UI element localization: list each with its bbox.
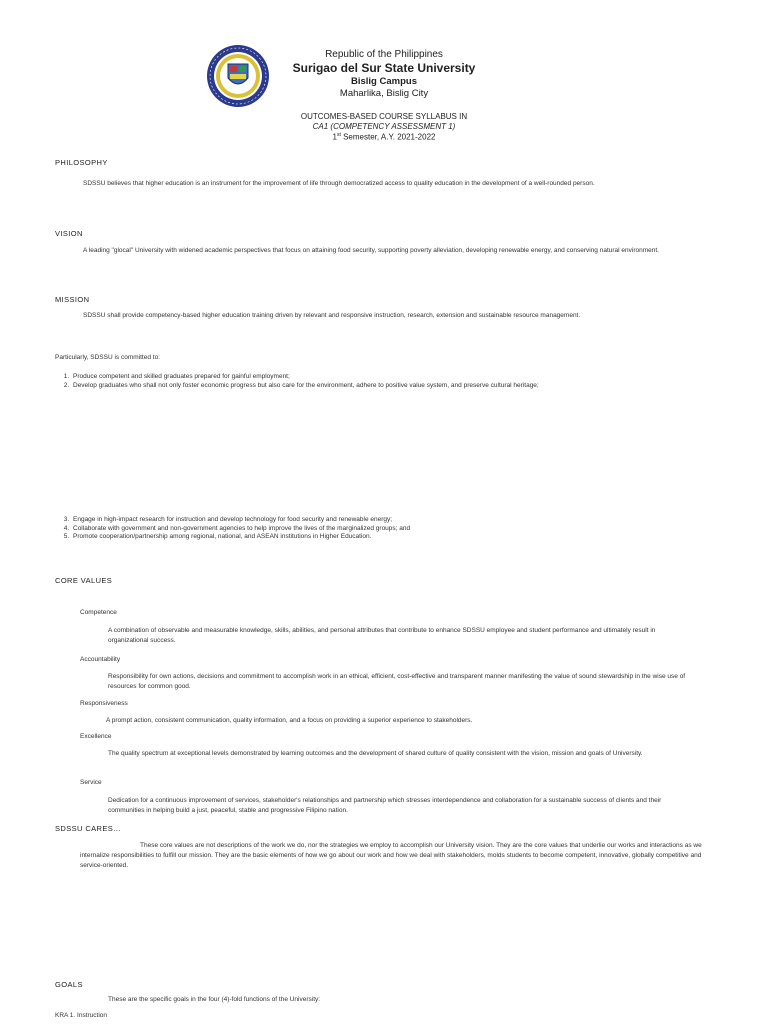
- mission-list-a: [55, 373, 711, 390]
- competence-text: A combination of observable and measurable knowledge, skills, abilities, and personal attributes that contribute to enhance SDSSU employee and student performance and ultimately result in organizational success.: [108, 627, 656, 644]
- course-title: CA1 (COMPETENCY ASSESSMENT 1): [312, 122, 456, 131]
- competence-title: Competence: [80, 609, 117, 616]
- campus-name: Bislig Campus: [351, 76, 417, 87]
- accountability-title: Accountability: [80, 656, 121, 663]
- semester-line: [234, 132, 534, 142]
- mission-heading: MISSION: [55, 295, 90, 304]
- mission-text: SDSSU shall provide competency-based higher education training driven by relevant and responsive instruction, research, extension and sustainable resource management.: [83, 312, 581, 319]
- service-text: Dedication for a continuous improvement of services, stakeholder's relationships and partnership which stresses interdependence and collaboration for a sustainable success of clients and their communities in helping build a just, peaceful, stable and progressive Filipino nation.: [108, 797, 662, 814]
- semester-rest: Semester, A.Y. 2021-2022: [340, 132, 436, 142]
- accountability-text: Responsibility for own actions, decisions and commitment to accomplish work in an ethical, efficient, cost-effective and transparent manner manifesting the value of sound stewardship in the wise use of resources for common good.: [108, 673, 686, 690]
- responsiveness-text: A prompt action, consistent communication, quality information, and a focus on providing a superior experience to stakeholders.: [106, 717, 473, 724]
- list-item: 1. Produce competent and skilled graduates prepared for gainful employment;: [71, 373, 711, 382]
- kra-instruction: KRA 1. Instruction: [55, 1012, 108, 1019]
- goals-text: These are the specific goals in the four (4)-fold functions of the University:: [108, 996, 321, 1003]
- list-item: 5. Promote cooperation/partnership among regional, national, and ASEAN institutions in Higher Education.: [71, 533, 711, 542]
- university-name: Surigao del Sur State University: [292, 61, 476, 75]
- core-values-heading: CORE VALUES: [55, 576, 113, 585]
- vision-text: A leading "glocal" University with widened academic perspectives that focus on attaining food security, supporting poverty alleviation, developing renewable energy, and conserving natural environment.: [83, 247, 659, 254]
- cares-heading: SDSSU CARES…: [55, 824, 122, 833]
- service-title: Service: [80, 779, 102, 786]
- republic-line: Republic of the Philippines: [325, 49, 443, 60]
- mission-list-b: [55, 516, 711, 542]
- responsiveness-title: Responsiveness: [80, 700, 128, 707]
- philosophy-text: SDSSU believes that higher education is an instrument for the improvement of life through democratized access to quality education in the development of a well-rounded person.: [83, 180, 595, 187]
- philosophy-heading: PHILOSOPHY: [55, 158, 108, 167]
- list-item: 4. Collaborate with government and non-government agencies to help improve the lives of the marginalized groups; and: [71, 525, 711, 534]
- list-item: 2. Develop graduates who shall not only foster economic progress but also care for the environment, adhere to positive value system, and preserve cultural heritage;: [71, 382, 711, 391]
- excellence-text: The quality spectrum at exceptional levels demonstrated by learning outcomes and the development of shared culture of quality consistent with the vision, mission and goals of University.: [108, 750, 643, 757]
- semester-suffix: st: [336, 132, 341, 138]
- excellence-title: Excellence: [80, 733, 112, 740]
- mission-committed-intro: Particularly, SDSSU is committed to:: [55, 354, 160, 361]
- goals-heading: GOALS: [55, 980, 83, 989]
- list-item: 3. Engage in high-impact research for instruction and develop technology for food security and renewable energy;: [71, 516, 711, 525]
- semester-number: 1: [332, 132, 337, 142]
- campus-address: Maharlika, Bislig City: [339, 88, 429, 99]
- cares-text: These core values are not descriptions of the work we do, nor the strategies we employ to accomplish our University vision. They are the core values that underlie our works and interactions as we internalize responsibilities to fulfill our mission. They are the basic elements of how we go about our work and how we deal with stakeholders, molds students to become competent, innovative, globally competitive and service-oriented.: [80, 842, 702, 869]
- syllabus-title: OUTCOMES-BASED COURSE SYLLABUS IN: [300, 112, 468, 121]
- vision-heading: VISION: [55, 229, 83, 238]
